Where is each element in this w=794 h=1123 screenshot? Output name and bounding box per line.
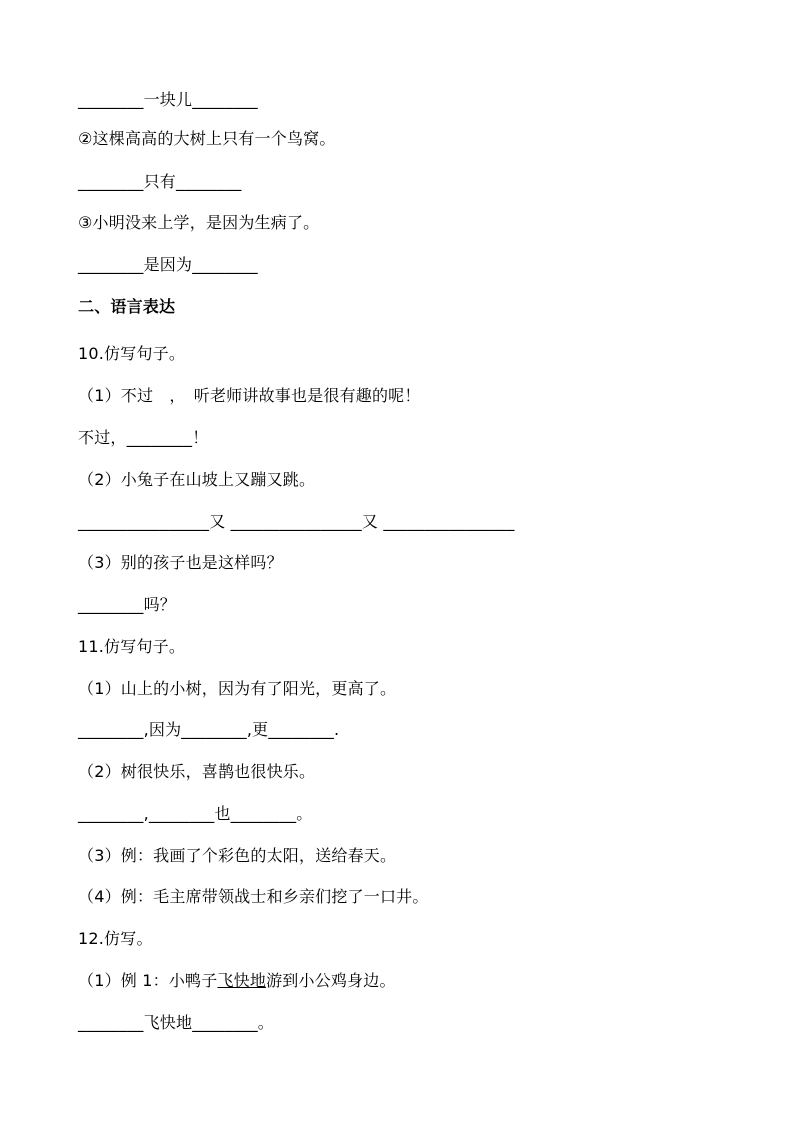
q11-item-2: （2）树很快乐，喜鹊也很快乐。 [78,762,316,781]
q12-example-underlined: 飞快地 [217,971,267,990]
q11-blank-2: ________,________也________。 [78,804,313,823]
q10-item-1: （1）不过 ， 听老师讲故事也是很有趣的呢！ [78,386,421,405]
q10-blank-3: ________吗？ [78,595,177,614]
blank-line-shiyinwei: ________是因为________ [78,255,258,274]
q10-blank-2: ________________又 ________________又 ________________ [78,512,515,531]
q11-item-1: （1）山上的小树，因为有了阳光，更高了。 [78,679,397,698]
example-sentence-3: ③小明没来上学，是因为生病了。 [78,213,320,232]
q12-example-suffix: 游到小公鸡身边。 [266,971,396,990]
blank-line-yikuaier: ________一块儿________ [78,90,258,109]
q11-blank-1: ________,因为________,更________. [78,720,340,739]
question-10-title: 10.仿写句子。 [78,344,186,363]
q10-item-2: （2）小兔子在山坡上又蹦又跳。 [78,470,316,489]
question-11-title: 11.仿写句子。 [78,637,186,656]
q11-item-4: （4）例：毛主席带领战士和乡亲们挖了一口井。 [78,887,429,906]
section-heading: 二、语言表达 [78,297,176,316]
q11-item-3: （3）例：我画了个彩色的太阳，送给春天。 [78,846,397,865]
q12-example-prefix: （1）例 1：小鸭子 [78,971,218,990]
q10-item-3: （3）别的孩子也是这样吗？ [78,553,283,572]
q10-blank-1: 不过，________！ [78,428,209,447]
example-sentence-2: ②这棵高高的大树上只有一个鸟窝。 [78,129,336,148]
q12-blank-1: ________飞快地________。 [78,1013,275,1032]
q12-example-1 [78,971,396,991]
blank-line-zhiyou: ________只有________ [78,172,242,191]
question-12-title: 12.仿写。 [78,929,153,948]
